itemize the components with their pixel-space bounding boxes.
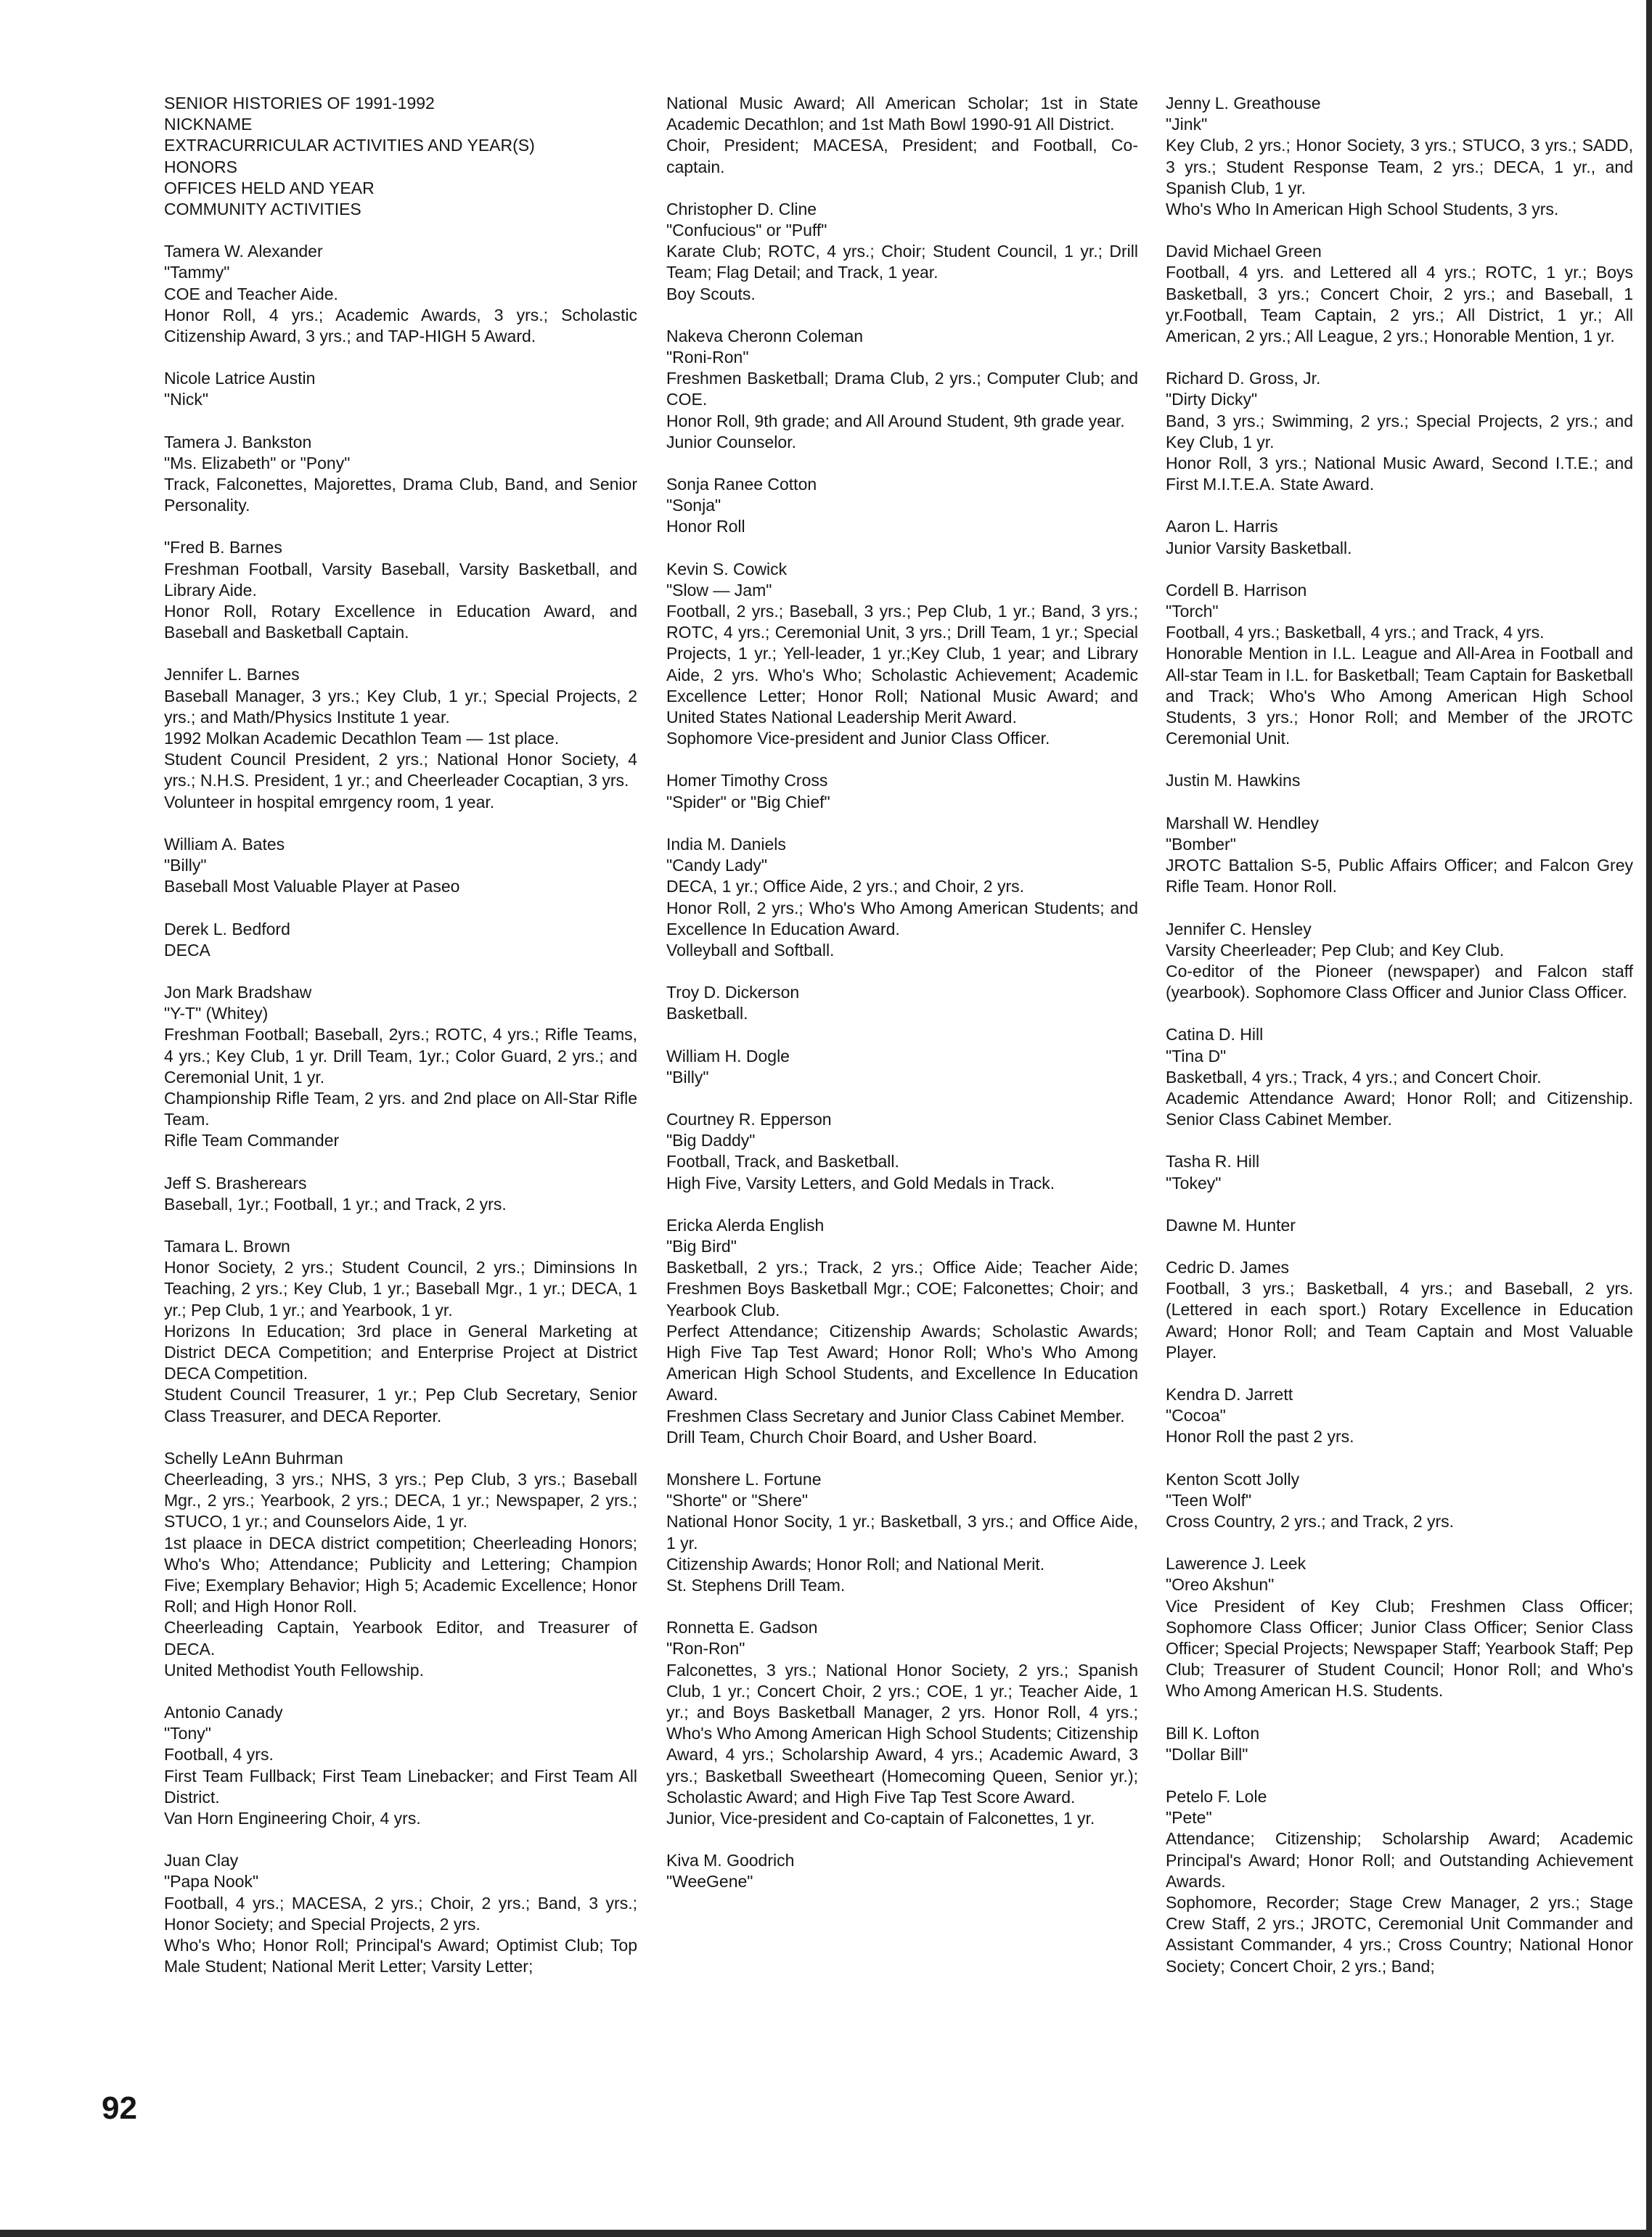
- senior-name: Ericka Alerda English: [666, 1215, 825, 1235]
- entry-text: Football, 2 yrs.; Baseball, 3 yrs.; Pep Club, 1 yr.; Band, 3 yrs.; ROTC, 4 yrs.; Ceremonial Unit, 3 yrs.; Drill Team, 1 yr.; Special Projects, 1 yr.; Yell-leader, 1 yr.;Key Club, 1 year; and Library Aide, 2 yrs. Who's Who; Scholastic Achievement; Academic Excellence Letter; Honor Roll; National Music Award; and United States National Leadership Merit Award.: [666, 602, 1138, 727]
- entry-text: Freshmen Class Secretary and Junior Class Cabinet Member.: [666, 1406, 1125, 1426]
- senior-entry: [1166, 516, 1633, 558]
- entry-text: Football, 4 yrs.; Basketball, 4 yrs.; and Track, 4 yrs.: [1166, 623, 1545, 642]
- entry-text: Sophomore Vice-president and Junior Class Officer.: [666, 729, 1050, 748]
- senior-entry: [666, 1617, 1138, 1829]
- entry-text: Falconettes, 3 yrs.; National Honor Society, 2 yrs.; Spanish Club, 1 yr.; Concert Choir, 2 yrs.; COE, 1 yr.; Teacher Aide, 1 yr.; and Boys Basketball Manager, 2 yrs. Honor Roll, 4 yrs.; Who's Who Among American High School Students; Citizenship Award, 4 yrs.; Scholarship Award, 4 yrs.; Academic Award, 3 yrs.; Basketball Sweetheart (Homecoming Queen, Senior yr.); Scholastic Award; and High Five Tap Test Score Award.: [666, 1660, 1138, 1807]
- entry-text: Football, 4 yrs.: [164, 1745, 274, 1764]
- entry-text: Freshman Football, Varsity Baseball, Varsity Basketball, and Library Aide.: [164, 559, 637, 600]
- senior-name: Ronnetta E. Gadson: [666, 1618, 818, 1637]
- senior-name: Juan Clay: [164, 1851, 239, 1870]
- entry-text: "Oreo Akshun": [1166, 1575, 1275, 1595]
- entry-text: Co-editor of the Pioneer (newspaper) and Falcon staff (yearbook). Sophomore Class Officer and Junior Class Officer.: [1166, 961, 1633, 1002]
- entry-text: Drill Team, Church Choir Board, and Usher Board.: [666, 1427, 1037, 1447]
- senior-entry: [1166, 93, 1633, 220]
- entry-text: Junior Counselor.: [666, 432, 796, 451]
- senior-name: Nicole Latrice Austin: [164, 369, 316, 388]
- entry-text: Honor Society, 2 yrs.; Student Council, 2 yrs.; Diminsions In Teaching, 2 yrs.; Key Club, 1 yr.; Baseball Mgr., 1 yr.; DECA, 1 yr.; Pep Club, 1 yr.; and Yearbook, 1 yr.: [164, 1258, 637, 1320]
- senior-entry: [1166, 1723, 1633, 1765]
- senior-entry: [1166, 1469, 1633, 1533]
- entry-text: Honor Roll, 9th grade; and All Around Student, 9th grade year.: [666, 411, 1125, 430]
- senior-entry: [164, 1850, 637, 1977]
- senior-name: National Music Award; All American Scholar; 1st in State Academic Decathlon; and 1st Math Bowl 1990-91 All District.: [666, 94, 1138, 134]
- entry-text: Key Club, 2 yrs.; Honor Society, 3 yrs.; STUCO, 3 yrs.; SADD, 3 yrs.; Student Response Team, 2 yrs.; DECA, 1 yr., and Spanish Club, 1 yr.: [1166, 136, 1633, 197]
- entry-text: "Confucious" or "Puff": [666, 221, 827, 240]
- senior-entry: [164, 537, 637, 643]
- entry-text: Freshmen Basketball; Drama Club, 2 yrs.; Computer Club; and COE.: [666, 369, 1138, 409]
- scan-edge-bottom: [0, 2230, 1652, 2237]
- senior-entry: [164, 432, 637, 517]
- entry-text: Volunteer in hospital emrgency room, 1 year.: [164, 792, 495, 811]
- entry-text: "Tokey": [1166, 1173, 1222, 1193]
- entry-text: "Tony": [164, 1724, 211, 1743]
- entry-text: Football, 4 yrs. and Lettered all 4 yrs.; ROTC, 1 yr.; Boys Basketball, 3 yrs.; Concert Choir, 2 yrs.; and Baseball, 1 yr.Football, Team Captain, 2 yrs.; All District, 1 yr.; All American, 2 yrs.; All League, 2 yrs.; Honorable Mention, 1 yr.: [1166, 263, 1633, 346]
- senior-name: Monshere L. Fortune: [666, 1469, 822, 1489]
- entry-text: Varsity Cheerleader; Pep Club; and Key Club.: [1166, 940, 1505, 960]
- header-line: COMMUNITY ACTIVITIES: [164, 200, 361, 219]
- senior-name: Kendra D. Jarrett: [1166, 1384, 1293, 1404]
- senior-name: Courtney R. Epperson: [666, 1109, 832, 1129]
- senior-entry: [164, 241, 637, 347]
- senior-name: Kiva M. Goodrich: [666, 1851, 795, 1870]
- entry-text: Citizenship Awards; Honor Roll; and National Merit.: [666, 1554, 1045, 1574]
- senior-entry: [164, 368, 637, 410]
- column-middle: [666, 93, 1138, 1914]
- entry-text: Football, 4 yrs.; MACESA, 2 yrs.; Choir, 2 yrs.; Band, 3 yrs.; Honor Society; and Special Projects, 2 yrs.: [164, 1893, 637, 1934]
- entry-text: "Torch": [1166, 602, 1219, 621]
- senior-name: Catina D. Hill: [1166, 1025, 1264, 1044]
- senior-entry: [1166, 1553, 1633, 1701]
- entry-text: "Ron-Ron": [666, 1639, 745, 1659]
- senior-entry: [666, 559, 1138, 750]
- entry-text: Boy Scouts.: [666, 284, 756, 303]
- senior-entry: [666, 1469, 1138, 1596]
- entry-text: Karate Club; ROTC, 4 yrs.; Choir; Student Council, 1 yr.; Drill Team; Flag Detail; and Track, 1 year.: [666, 242, 1138, 282]
- entry-text: Rifle Team Commander: [164, 1131, 340, 1150]
- entry-text: "Nick": [164, 390, 209, 409]
- senior-name: Nakeva Cheronn Coleman: [666, 326, 864, 345]
- entry-text: "Teen Wolf": [1166, 1490, 1252, 1510]
- entry-text: Junior Varsity Basketball.: [1166, 538, 1352, 557]
- senior-name: Antonio Canady: [164, 1703, 283, 1722]
- entry-text: Van Horn Engineering Choir, 4 yrs.: [164, 1809, 421, 1828]
- senior-name: Kenton Scott Jolly: [1166, 1469, 1300, 1489]
- senior-entry: [666, 1109, 1138, 1194]
- header-line: NICKNAME: [164, 115, 253, 134]
- entry-text: 1st plaace in DECA district competition; Cheerleading Honors; Who's Who; Attendance; Publicity and Lettering; Champion Five; Exemplary Behavior; High 5; Academic Excellence; Honor Roll; and High Honor Roll.: [164, 1533, 637, 1616]
- entry-text: "Big Daddy": [666, 1131, 756, 1150]
- senior-entry: [666, 326, 1138, 453]
- senior-entry: [164, 919, 637, 961]
- entry-text: Baseball, 1yr.; Football, 1 yr.; and Track, 2 yrs.: [164, 1194, 507, 1214]
- page-header: [164, 93, 637, 220]
- senior-entry: [164, 982, 637, 1152]
- entry-text: United Methodist Youth Fellowship.: [164, 1660, 424, 1680]
- header-line: HONORS: [164, 157, 237, 176]
- senior-entry: [164, 1173, 637, 1215]
- entry-text: Sophomore, Recorder; Stage Crew Manager, 2 yrs.; Stage Crew Staff, 2 yrs.; JROTC, Ceremonial Unit Commander and Assistant Commander, 4 yrs.; Cross Country; National Honor Society; Concert Choir, 2 yrs.; Band;: [1166, 1893, 1633, 1976]
- senior-name: Cedric D. James: [1166, 1257, 1289, 1277]
- entry-text: Track, Falconettes, Majorettes, Drama Club, Band, and Senior Personality.: [164, 475, 637, 515]
- senior-name: David Michael Green: [1166, 242, 1322, 261]
- entry-text: Cross Country, 2 yrs.; and Track, 2 yrs.: [1166, 1511, 1455, 1531]
- entry-text: Band, 3 yrs.; Swimming, 2 yrs.; Special Projects, 2 yrs.; and Key Club, 1 yr.: [1166, 411, 1633, 451]
- entry-text: Basketball.: [666, 1004, 748, 1023]
- entry-text: "Bomber": [1166, 834, 1236, 854]
- header-line: OFFICES HELD AND YEAR: [164, 178, 375, 197]
- senior-entry: [1166, 1257, 1633, 1363]
- senior-entry: [1166, 368, 1633, 495]
- entry-text: "Papa Nook": [164, 1872, 259, 1892]
- entry-text: Honor Roll, 4 yrs.; Academic Awards, 3 yrs.; Scholastic Citizenship Award, 3 yrs.; and TAP-HIGH 5 Award.: [164, 305, 637, 346]
- entry-text: Freshman Football; Baseball, 2yrs.; ROTC, 4 yrs.; Rifle Teams, 4 yrs.; Key Club, 1 yr. Drill Team, 1yr.; Color Guard, 2 yrs.; and Ceremonial Unit, 1 yr.: [164, 1025, 637, 1087]
- entry-text: Cheerleading, 3 yrs.; NHS, 3 yrs.; Pep Club, 3 yrs.; Baseball Mgr., 2 yrs.; Yearbook, 2 yrs.; DECA, 1 yr.; Newspaper, 2 yrs.; STUCO, 1 yr.; and Counselors Aide, 1 yr.: [164, 1469, 637, 1531]
- senior-name: Jennifer C. Hensley: [1166, 919, 1312, 938]
- entry-text: "Billy": [666, 1067, 709, 1087]
- senior-entry: [1166, 770, 1633, 791]
- senior-name: Tasha R. Hill: [1166, 1152, 1260, 1171]
- entry-text: "Dirty Dicky": [1166, 390, 1258, 409]
- senior-name: Sonja Ranee Cotton: [666, 475, 817, 494]
- entry-text: Student Council Treasurer, 1 yr.; Pep Club Secretary, Senior Class Treasurer, and DECA Reporter.: [164, 1385, 637, 1426]
- senior-name: Schelly LeAnn Buhrman: [164, 1448, 343, 1468]
- senior-entry: [666, 834, 1138, 961]
- entry-text: Baseball Manager, 3 yrs.; Key Club, 1 yr.; Special Projects, 2 yrs.; and Math/Physics Institute 1 year.: [164, 686, 637, 727]
- entry-text: Championship Rifle Team, 2 yrs. and 2nd place on All-Star Rifle Team.: [164, 1088, 637, 1129]
- senior-entry: [1166, 813, 1633, 898]
- senior-name: "Fred B. Barnes: [164, 538, 282, 557]
- entry-text: National Honor Socity, 1 yr.; Basketball, 3 yrs.; and Office Aide, 1 yr.: [666, 1512, 1138, 1553]
- entry-text: Horizons In Education; 3rd place in General Marketing at District DECA Competition; and Enterprise Project at District DECA Competition.: [164, 1321, 637, 1383]
- entry-text: Vice President of Key Club; Freshmen Class Officer; Sophomore Class Officer; Junior Class Officer; Senior Class Officer; Special Projects; Newspaper Staff; Yearbook Staff; Pep Club; Treasurer of Student Council; Honor Roll; and Who's Who Among American H.S. Students.: [1166, 1596, 1633, 1701]
- senior-name: Aaron L. Harris: [1166, 517, 1278, 536]
- entry-text: "Slow — Jam": [666, 580, 772, 600]
- senior-name: Jon Mark Bradshaw: [164, 982, 312, 1002]
- entry-text: Basketball, 2 yrs.; Track, 2 yrs.; Office Aide; Teacher Aide; Freshmen Boys Basketball Mgr.; COE; Falconettes; Choir; and Yearbook Club.: [666, 1258, 1138, 1320]
- senior-entry: [164, 1702, 637, 1829]
- entry-text: "Pete": [1166, 1808, 1212, 1828]
- header-line: EXTRACURRICULAR ACTIVITIES AND YEAR(S): [164, 136, 535, 155]
- senior-entry: [1166, 1786, 1633, 1977]
- entry-text: DECA, 1 yr.; Office Aide, 2 yrs.; and Choir, 2 yrs.: [666, 877, 1024, 896]
- senior-name: India M. Daniels: [666, 834, 786, 854]
- senior-name: Troy D. Dickerson: [666, 983, 800, 1002]
- entry-text: Volleyball and Softball.: [666, 940, 835, 960]
- entry-text: "Tammy": [164, 263, 230, 282]
- page-number: 92: [102, 2090, 137, 2126]
- entry-text: Who's Who; Honor Roll; Principal's Award; Optimist Club; Top Male Student; National Merit Letter; Varsity Letter;: [164, 1936, 637, 1976]
- entry-text: "Jink": [1166, 115, 1208, 134]
- senior-name: Homer Timothy Cross: [666, 771, 828, 790]
- senior-name: Tamera W. Alexander: [164, 242, 323, 261]
- entry-text: "Sonja": [666, 496, 721, 515]
- senior-entry: [164, 664, 637, 812]
- senior-entry: [164, 834, 637, 898]
- entry-text: Perfect Attendance; Citizenship Awards; Scholastic Awards; High Five Tap Test Award; Honor Roll; Who's Who Among American High School Students, and Excellence In Education Award.: [666, 1321, 1138, 1404]
- senior-entry: [1166, 1151, 1633, 1193]
- senior-entry: [1166, 919, 1633, 1004]
- senior-entry: [666, 982, 1138, 1024]
- senior-entry: [1166, 1215, 1633, 1236]
- senior-entry: [1166, 580, 1633, 750]
- entry-text: COE and Teacher Aide.: [164, 284, 338, 303]
- entry-text: Junior, Vice-president and Co-captain of Falconettes, 1 yr.: [666, 1809, 1095, 1828]
- column-right: [1166, 93, 1633, 1998]
- senior-entry: [666, 199, 1138, 305]
- entry-text: Choir, President; MACESA, President; and Football, Co-captain.: [666, 136, 1138, 176]
- entry-text: "Candy Lady": [666, 856, 768, 875]
- senior-name: Justin M. Hawkins: [1166, 771, 1301, 790]
- entry-text: "Big Bird": [666, 1236, 737, 1256]
- entry-text: Honor Roll, Rotary Excellence in Education Award, and Baseball and Basketball Captain.: [164, 602, 637, 642]
- entry-text: Football, Track, and Basketball.: [666, 1152, 899, 1171]
- entry-text: Honor Roll, 3 yrs.; National Music Award, Second I.T.E.; and First M.I.T.E.A. State Award.: [1166, 454, 1633, 494]
- senior-entry: [666, 474, 1138, 538]
- senior-entry: [666, 93, 1138, 178]
- senior-name: Jeff S. Brasherears: [164, 1173, 307, 1193]
- column-left: [164, 93, 637, 1998]
- senior-entry: [164, 1448, 637, 1681]
- entry-text: Student Council President, 2 yrs.; National Honor Society, 4 yrs.; N.H.S. President, 1 yr.; and Cheerleader Cocaptian, 3 yrs.: [164, 750, 637, 790]
- senior-name: Dawne M. Hunter: [1166, 1215, 1296, 1235]
- senior-name: William A. Bates: [164, 834, 285, 854]
- entry-text: "Shorte" or "Shere": [666, 1491, 809, 1510]
- entry-text: Cheerleading Captain, Yearbook Editor, and Treasurer of DECA.: [164, 1618, 637, 1659]
- entry-text: Academic Attendance Award; Honor Roll; and Citizenship. Senior Class Cabinet Member.: [1166, 1088, 1633, 1129]
- senior-entry: [666, 1046, 1138, 1088]
- entry-text: Honorable Mention in I.L. League and All-Area in Football and All-star Team in I.L. for Basketball; Team Captain for Basketball and Track; Who's Who Among American High School Students, 3 yrs.; Honor Roll; and Member of the JROTC Ceremonial Unit.: [1166, 644, 1633, 748]
- entry-text: "WeeGene": [666, 1872, 753, 1892]
- entry-text: St. Stephens Drill Team.: [666, 1575, 846, 1595]
- senior-entry: [666, 1850, 1138, 1892]
- entry-text: Honor Roll, 2 yrs.; Who's Who Among American Students; and Excellence In Education Award.: [666, 898, 1138, 938]
- scan-edge-right: [1646, 0, 1652, 2237]
- entry-text: "Y-T" (Whitey): [164, 1004, 269, 1023]
- entry-text: First Team Fullback; First Team Linebacker; and First Team All District.: [164, 1766, 637, 1807]
- senior-entry: [1166, 1384, 1633, 1448]
- entry-text: "Ms. Elizabeth" or "Pony": [164, 453, 351, 473]
- senior-name: William H. Dogle: [666, 1046, 790, 1066]
- entry-text: DECA: [164, 940, 210, 960]
- senior-name: Derek L. Bedford: [164, 919, 290, 938]
- entry-text: Attendance; Citizenship; Scholarship Award; Academic Principal's Award; Honor Roll; and Outstanding Achievement Awards.: [1166, 1829, 1633, 1891]
- senior-name: Petelo F. Lole: [1166, 1787, 1267, 1806]
- senior-entry: [164, 1236, 637, 1427]
- entry-text: "Tina D": [1166, 1046, 1227, 1066]
- entry-text: Honor Roll: [666, 517, 745, 536]
- senior-entry: [666, 1215, 1138, 1448]
- entry-text: JROTC Battalion S-5, Public Affairs Officer; and Falcon Grey Rifle Team. Honor Roll.: [1166, 856, 1633, 896]
- senior-name: Bill K. Lofton: [1166, 1723, 1260, 1743]
- senior-name: Christopher D. Cline: [666, 199, 817, 218]
- entry-text: "Roni-Ron": [666, 348, 749, 367]
- entry-text: "Spider" or "Big Chief": [666, 792, 830, 811]
- senior-name: Tamera J. Bankston: [164, 432, 312, 451]
- senior-name: Tamara L. Brown: [164, 1236, 290, 1256]
- senior-name: Jenny L. Greathouse: [1166, 94, 1321, 113]
- senior-name: Jennifer L. Barnes: [164, 665, 300, 684]
- entry-text: Baseball Most Valuable Player at Paseo: [164, 877, 460, 896]
- senior-entry: [1166, 241, 1633, 347]
- entry-text: "Cocoa": [1166, 1406, 1226, 1426]
- senior-name: Kevin S. Cowick: [666, 559, 788, 578]
- entry-text: "Dollar Bill": [1166, 1744, 1248, 1764]
- entry-text: High Five, Varsity Letters, and Gold Medals in Track.: [666, 1173, 1055, 1193]
- header-line: SENIOR HISTORIES OF 1991-1992: [164, 94, 435, 113]
- senior-name: Marshall W. Hendley: [1166, 813, 1319, 833]
- senior-name: Richard D. Gross, Jr.: [1166, 369, 1321, 388]
- entry-text: Basketball, 4 yrs.; Track, 4 yrs.; and Concert Choir.: [1166, 1067, 1542, 1087]
- senior-name: Cordell B. Harrison: [1166, 580, 1307, 600]
- entry-text: Honor Roll the past 2 yrs.: [1166, 1427, 1354, 1447]
- entry-text: "Billy": [164, 856, 207, 875]
- senior-entry: [1166, 1024, 1633, 1130]
- entry-text: Football, 3 yrs.; Basketball, 4 yrs.; and Baseball, 2 yrs. (Lettered in each sport.) Rotary Excellence in Education Award; Honor Roll; and Team Captain and Most Valuable Player.: [1166, 1279, 1633, 1362]
- senior-entry: [666, 770, 1138, 812]
- entry-text: 1992 Molkan Academic Decathlon Team — 1st place.: [164, 729, 560, 748]
- entry-text: Who's Who In American High School Students, 3 yrs.: [1166, 200, 1559, 219]
- senior-name: Lawerence J. Leek: [1166, 1554, 1307, 1574]
